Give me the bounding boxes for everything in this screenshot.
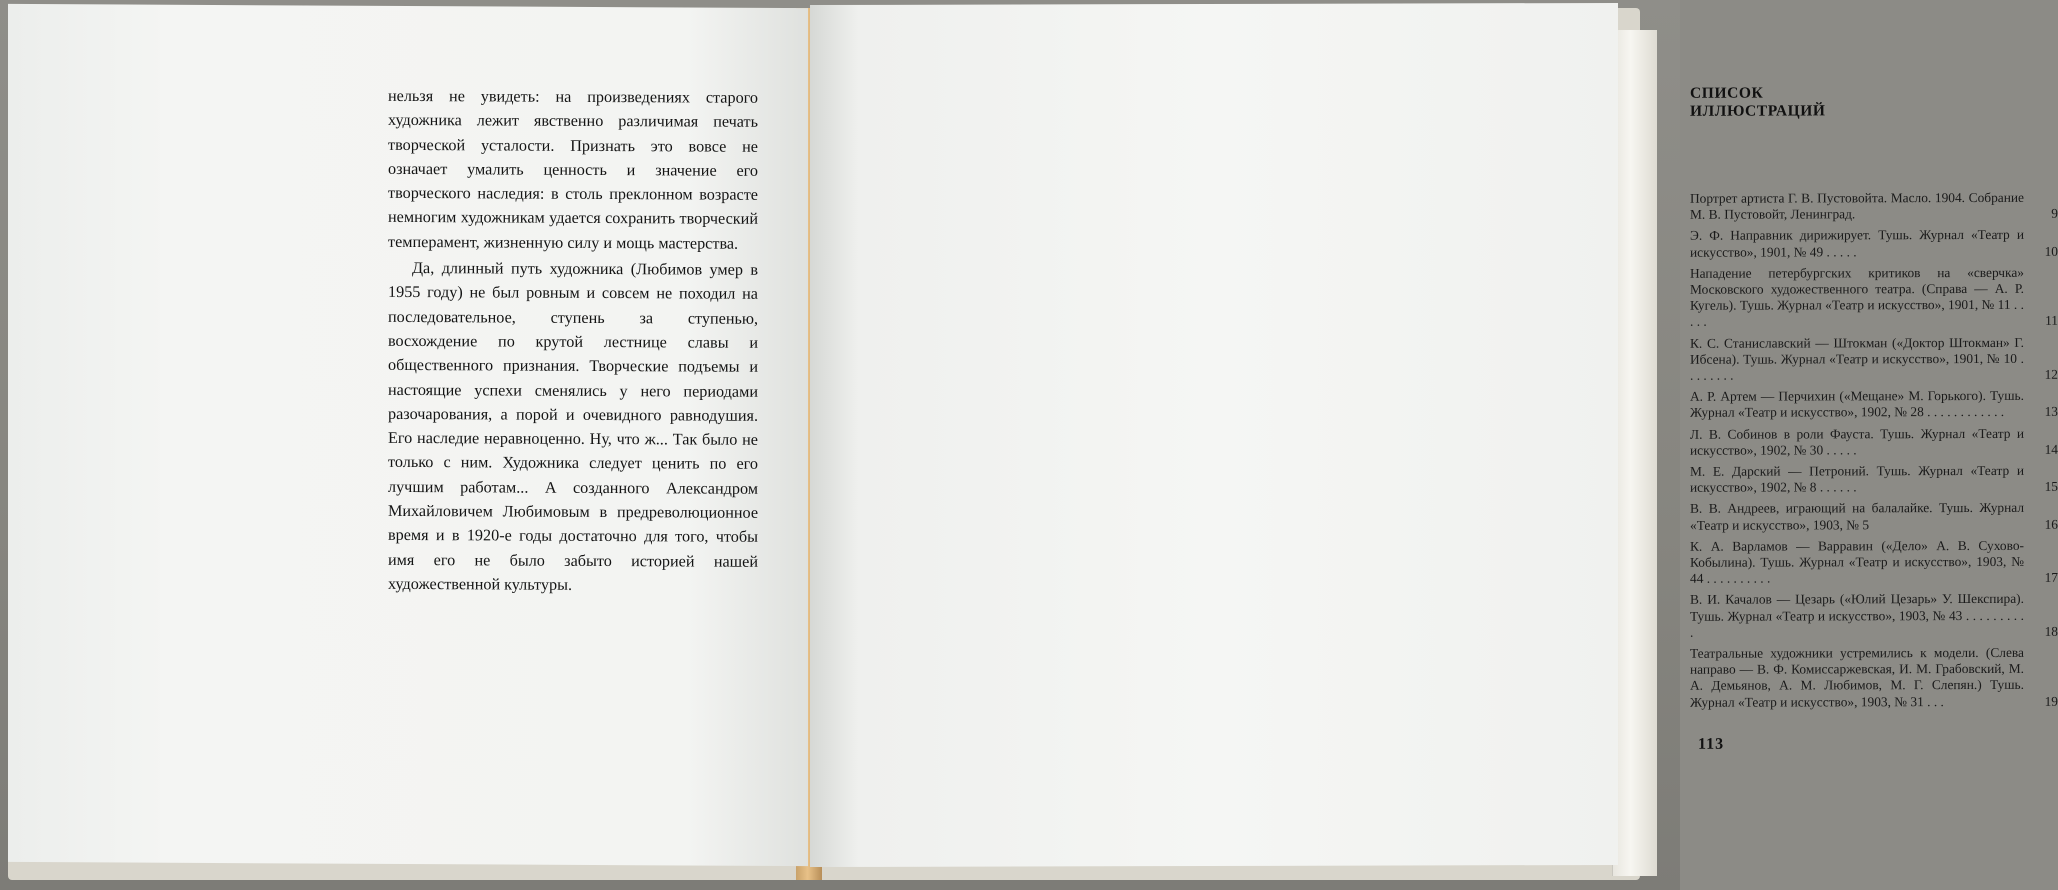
list-item <box>1690 463 2058 496</box>
list-item <box>1690 645 2058 711</box>
illustration-caption: К. С. Станиславский — Штокман («Доктор Штокман» Г. Ибсена). Тушь. Журнал «Театр и искусство», 1901, № 10 . . . . . . . . <box>1690 334 2024 383</box>
list-item <box>1690 388 2058 421</box>
illustration-caption: Театральные художники устремились к модели. (Слева направо — В. Ф. Комиссаржевская, И. М. Грабовский, М. А. Демьянов, А. М. Любимов, М. Г. Слепян.) Тушь. Журнал «Театр и искусство», 1903, № 31 . . . <box>1690 644 2024 710</box>
illustration-page-number: 11 <box>2045 313 2058 329</box>
list-item <box>1690 190 2058 223</box>
illustration-caption: М. Е. Дарский — Петроний. Тушь. Журнал «Театр и искусство», 1902, № 8 . . . . . . <box>1690 462 2024 496</box>
cover-fold-right <box>1612 30 1657 876</box>
list-item <box>1690 334 2058 384</box>
list-item <box>1690 591 2058 641</box>
illustration-caption: Портрет артиста Г. В. Пустовойта. Масло. 1904. Собрание М. В. Пустовойт, Ленинград. <box>1690 189 2024 222</box>
illustration-caption: К. А. Варламов — Варравин («Дело» А. В. Сухово-Кобылина). Тушь. Журнал «Театр и искусство», 1903, № 44 . . . . . . . . . . <box>1690 537 2024 587</box>
illustration-caption: В. И. Качалов — Цезарь («Юлий Цезарь» У. Шекспира). Тушь. Журнал «Театр и искусство», 1903, № 43 . . . . . . . . . . <box>1690 591 2024 640</box>
list-item <box>1690 265 2058 331</box>
illustration-page-number: 12 <box>2044 366 2058 382</box>
list-item <box>1690 227 2058 260</box>
body-text <box>388 84 758 598</box>
illustration-caption: Э. Ф. Направник дирижирует. Тушь. Журнал «Театр и искусство», 1901, № 49 . . . . . <box>1690 227 2024 260</box>
illustration-page-number: 19 <box>2044 693 2058 709</box>
list-item <box>1690 425 2058 458</box>
illustration-page-number: 15 <box>2044 479 2058 495</box>
illustration-page-number: 16 <box>2044 516 2058 532</box>
illustration-caption: В. В. Андреев, играющий на балалайке. Тушь. Журнал «Театр и искусство», 1903, № 5 <box>1690 500 2024 533</box>
right-page <box>810 3 2058 867</box>
illustration-page-number: 17 <box>2044 570 2058 586</box>
illustration-page-number: 10 <box>2044 243 2058 259</box>
left-page <box>8 4 808 866</box>
paragraph: нельзя не увидеть: на произведениях старого художника лежит явственно различимая печать творческой усталости. Признать это вовсе не означает умалить ценность и значение его творческого наследия: в столь преклонном возрасте немногим художникам удается сохранить творческий темперамент, жизненную силу и мощь мастерства. <box>388 86 758 253</box>
page-number: 113 <box>1698 735 1725 753</box>
illustration-page-number: 18 <box>2044 623 2058 639</box>
illustrations-list <box>1690 190 2058 716</box>
illustration-page-number: 14 <box>2044 441 2058 457</box>
illustrations-list-title: СПИСОК ИЛЛЮСТРАЦИЙ <box>1690 84 1826 120</box>
illustration-page-number: 9 <box>2051 205 2058 222</box>
list-item <box>1690 538 2058 588</box>
illustration-page-number: 13 <box>2044 404 2058 420</box>
illustration-caption: А. Р. Артем — Перчихин («Мещане» М. Горького). Тушь. Журнал «Театр и искусство», 1902, № 28 . . . . . . . . . . . . <box>1690 388 2024 421</box>
list-item <box>1690 500 2058 533</box>
illustration-caption: Л. В. Собинов в роли Фауста. Тушь. Журнал «Театр и искусство», 1902, № 30 . . . . . <box>1690 425 2024 458</box>
paragraph: Да, длинный путь художника (Любимов умер в 1955 году) не был ровным и совсем не походил на последовательное, ступень за ступенью, восхождение по крутой лестнице славы и общественного признания. Творческие подъемы и настоящие успехи сменялись у него периодами разочарования, а порой и очевидного равнодушия. Его наследие неравноценно. Ну, что ж... Так было не только с ним. Художника следует ценить по его лучшим работам... А созданного Александром Михайловичем Любимовым в предреволюционное время и в 1920-е годы достаточно для того, чтобы имя его не было забыто историей нашей художественной культуры. <box>388 259 758 594</box>
illustration-caption: Нападение петербургских критиков на «сверчка» Московского художественного театра. (Справа — А. Р. Кугель). Тушь. Журнал «Театр и искусство», 1901, № 11 . . . . . <box>1690 264 2024 330</box>
